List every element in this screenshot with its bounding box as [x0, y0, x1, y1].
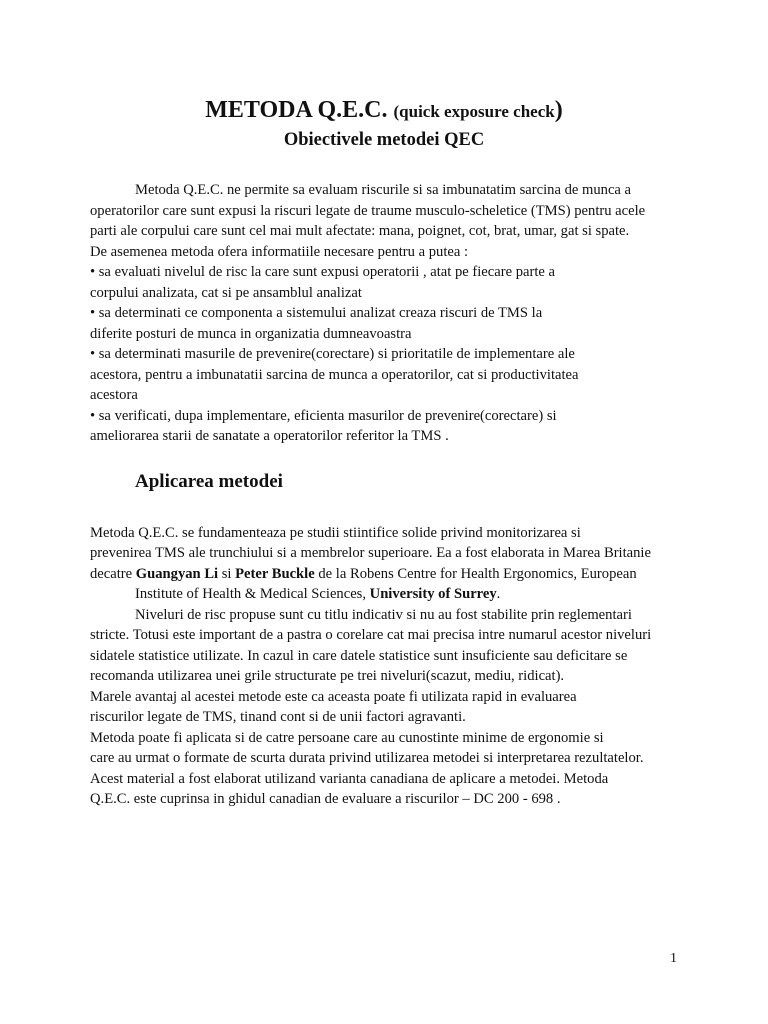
author-name: Peter Buckle [235, 566, 315, 582]
intro-line: Metoda Q.E.C. ne permite sa evaluam riscurile si sa imbunatatim sarcina de munca a [135, 182, 632, 198]
body-text: de la Robens Centre for Health Ergonomics, European [314, 566, 637, 582]
bullet-line: acestora, pentru a imbunatatii sarcina de munca a operatorilor, cat si productivitatea [90, 367, 579, 383]
section-heading: Aplicarea metodei [135, 471, 283, 492]
document-title [0, 95, 768, 127]
intro-line: operatorilor care sunt expusi la riscuri legate de traume musculo-scheletice (TMS) pentru acele [90, 203, 646, 219]
document-subtitle: Obiectivele metodei QEC [283, 130, 485, 150]
body-line: sidatele statistice utilizate. In cazul in care datele statistice sunt insuficiente sau deficitare se [90, 648, 628, 664]
title-main: METODA Q.E.C. [205, 97, 394, 123]
intro-line: De asemenea metoda ofera informatiile necesare pentru a putea : [90, 244, 469, 260]
intro-line: parti ale corpului care sunt cel mai mult afectate: mana, poignet, cot, brat, umar, gat si spate. [90, 223, 630, 239]
body-line: Niveluri de risc propuse sunt cu titlu indicativ si nu au fost stabilite prin reglementari [135, 607, 632, 623]
body-line: care au urmat o formate de scurta durata privind utilizarea metodei si interpretarea rezultatelor. [90, 750, 644, 766]
bullet-line: acestora [90, 387, 138, 403]
body-line: recomanda utilizarea unei grile structurate pe trei niveluri(scazut, mediu, ridicat). [90, 668, 565, 684]
body-text: . [496, 586, 501, 602]
body-line: Marele avantaj al acestei metode este ca aceasta poate fi utilizata rapid in evaluarea [90, 689, 577, 705]
body-line: prevenirea TMS ale trunchiului si a membrelor superioare. Ea a fost elaborata in Marea Britanie [90, 545, 651, 561]
bullet-line: • sa evaluati nivelul de risc la care sunt expusi operatorii , atat pe fiecare parte a [90, 264, 556, 280]
body-line: riscurilor legate de TMS, tinand cont si de unii factori agravanti. [90, 709, 466, 725]
bullet-line: • sa determinati ce componenta a sistemului analizat creaza riscuri de TMS la [90, 305, 543, 321]
body-text: si [218, 566, 236, 582]
bullet-line: corpului analizata, cat si pe ansamblul analizat [90, 285, 362, 301]
body-line: stricte. Totusi este important de a pastra o corelare cat mai precisa intre numarul acestor niveluri [90, 627, 652, 643]
bullet-line: ameliorarea starii de sanatate a operatorilor referitor la TMS . [90, 428, 449, 444]
body-line: Q.E.C. este cuprinsa in ghidul canadian de evaluare a riscurilor – DC 200 - 698 . [90, 791, 561, 807]
author-name: Guangyan Li [135, 566, 219, 582]
body-text: Institute of Health & Medical Sciences, [135, 586, 370, 602]
bullet-line: • sa determinati masurile de prevenire(corectare) si prioritatile de implementare ale [90, 346, 575, 362]
body-line [90, 564, 637, 584]
page-number: 1 [670, 951, 677, 966]
bullet-line: diferite posturi de munca in organizatia dumneavoastra [90, 326, 412, 342]
title-close-paren: ) [554, 97, 563, 123]
body-text: decatre [90, 566, 136, 582]
body-line: Metoda poate fi aplicata si de catre persoane care au cunostinte minime de ergonomie si [90, 730, 604, 746]
title-subtitle-parenthetical: (quick exposure check [393, 102, 555, 121]
body-line [135, 584, 500, 604]
body-line: Acest material a fost elaborat utilizand varianta canadiana de aplicare a metodei. Metoda [90, 771, 609, 787]
body-line: Metoda Q.E.C. se fundamenteaza pe studii stiintifice solide privind monitorizarea si [90, 525, 581, 541]
bullet-line: • sa verificati, dupa implementare, eficienta masurilor de prevenire(corectare) si [90, 408, 557, 424]
university-name: University of Surrey [369, 586, 497, 602]
